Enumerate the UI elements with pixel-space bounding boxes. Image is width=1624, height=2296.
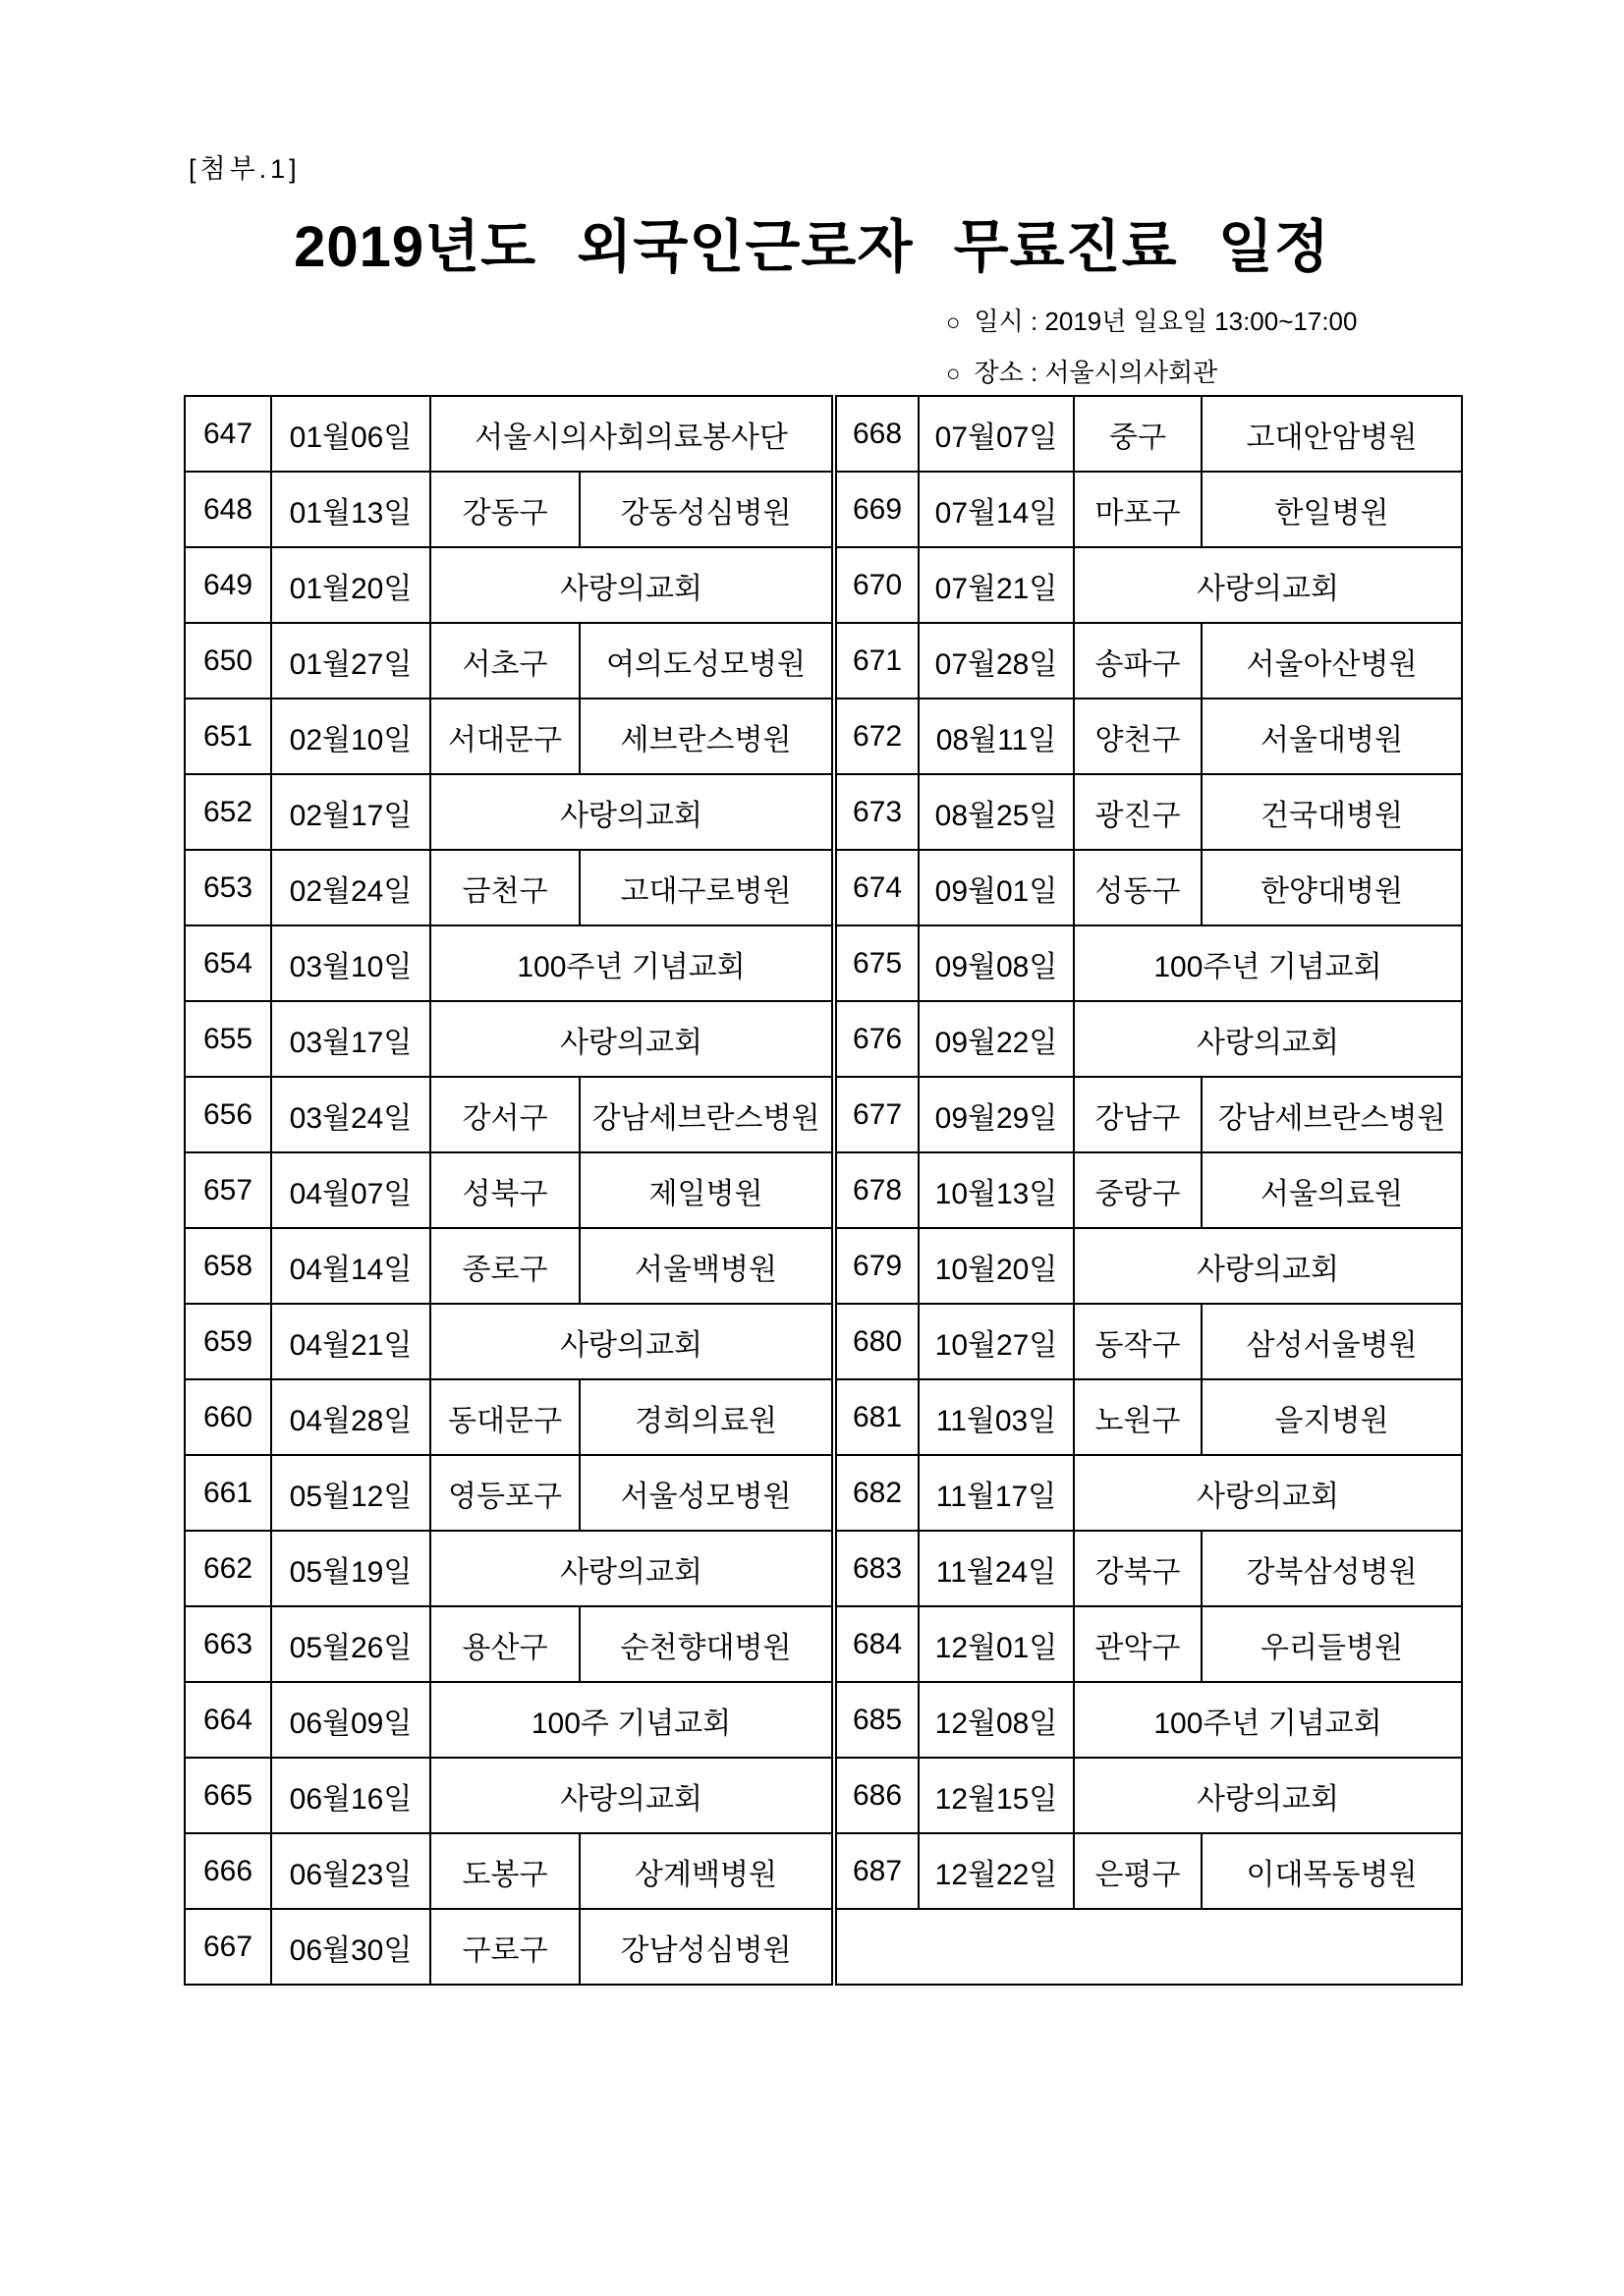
info-line-location	[946, 348, 1357, 399]
venue-cell: 사랑의교회	[1074, 547, 1462, 623]
schedule-row	[836, 1455, 1462, 1531]
date-cell: 01월13일	[271, 472, 430, 547]
row-number-cell: 669	[836, 472, 919, 547]
row-number-cell: 671	[836, 623, 919, 699]
row-number-cell: 658	[185, 1228, 271, 1304]
schedule-row	[836, 850, 1462, 925]
date-cell: 01월06일	[271, 396, 430, 472]
venue-cell: 100주년 기념교회	[1074, 925, 1462, 1001]
row-number-cell: 666	[185, 1833, 271, 1909]
district-cell: 마포구	[1074, 472, 1202, 547]
schedule-row	[185, 1531, 832, 1606]
district-cell: 강남구	[1074, 1077, 1202, 1152]
date-cell: 07월28일	[919, 623, 1074, 699]
row-number-cell: 682	[836, 1455, 919, 1531]
hospital-cell: 강동성심병원	[580, 472, 832, 547]
hospital-cell: 강남세브란스병원	[1202, 1077, 1462, 1152]
row-number-cell: 687	[836, 1833, 919, 1909]
row-number-cell: 651	[185, 699, 271, 774]
row-number-cell: 678	[836, 1152, 919, 1228]
row-number-cell: 685	[836, 1682, 919, 1758]
schedule-row	[185, 774, 832, 850]
hospital-cell: 상계백병원	[580, 1833, 832, 1909]
hospital-cell: 서울대병원	[1202, 699, 1462, 774]
district-cell: 성북구	[430, 1152, 580, 1228]
schedule-row	[185, 547, 832, 623]
schedule-row	[836, 472, 1462, 547]
date-cell: 05월26일	[271, 1606, 430, 1682]
schedule-row	[185, 1455, 832, 1531]
date-cell: 08월25일	[919, 774, 1074, 850]
district-cell: 성동구	[1074, 850, 1202, 925]
hospital-cell: 우리들병원	[1202, 1606, 1462, 1682]
row-number-cell: 649	[185, 547, 271, 623]
district-cell: 종로구	[430, 1228, 580, 1304]
row-number-cell: 656	[185, 1077, 271, 1152]
hospital-cell: 강남성심병원	[580, 1909, 832, 1985]
district-cell: 중구	[1074, 396, 1202, 472]
schedule-table-left	[184, 395, 833, 1986]
row-number-cell: 657	[185, 1152, 271, 1228]
schedule-row	[185, 1077, 832, 1152]
hospital-cell: 고대구로병원	[580, 850, 832, 925]
row-number-cell: 668	[836, 396, 919, 472]
district-cell: 은평구	[1074, 1833, 1202, 1909]
date-cell: 03월24일	[271, 1077, 430, 1152]
date-cell: 04월14일	[271, 1228, 430, 1304]
date-cell: 02월10일	[271, 699, 430, 774]
district-cell: 강서구	[430, 1077, 580, 1152]
date-cell: 06월23일	[271, 1833, 430, 1909]
date-cell: 12월22일	[919, 1833, 1074, 1909]
hospital-cell: 고대안암병원	[1202, 396, 1462, 472]
date-cell: 02월24일	[271, 850, 430, 925]
schedule-row	[836, 1304, 1462, 1379]
hospital-cell: 서울의료원	[1202, 1152, 1462, 1228]
venue-cell: 서울시의사회의료봉사단	[430, 396, 832, 472]
district-cell: 송파구	[1074, 623, 1202, 699]
row-number-cell: 647	[185, 396, 271, 472]
venue-cell: 사랑의교회	[1074, 1001, 1462, 1077]
date-cell: 04월21일	[271, 1304, 430, 1379]
schedule-row	[836, 1228, 1462, 1304]
schedule-row	[185, 1909, 832, 1985]
hospital-cell: 제일병원	[580, 1152, 832, 1228]
row-number-cell: 654	[185, 925, 271, 1001]
date-cell: 12월15일	[919, 1758, 1074, 1833]
date-cell: 09월29일	[919, 1077, 1074, 1152]
row-number-cell: 675	[836, 925, 919, 1001]
row-number-cell: 686	[836, 1758, 919, 1833]
row-number-cell: 677	[836, 1077, 919, 1152]
hospital-cell: 서울성모병원	[580, 1455, 832, 1531]
date-cell: 04월28일	[271, 1379, 430, 1455]
schedule-row	[836, 1152, 1462, 1228]
info-line-datetime	[946, 297, 1357, 348]
date-cell: 11월03일	[919, 1379, 1074, 1455]
row-number-cell: 665	[185, 1758, 271, 1833]
venue-cell: 100주 기념교회	[430, 1682, 832, 1758]
schedule-row	[836, 925, 1462, 1001]
row-number-cell: 670	[836, 547, 919, 623]
hospital-cell: 건국대병원	[1202, 774, 1462, 850]
hospital-cell: 서울백병원	[580, 1228, 832, 1304]
date-cell: 12월01일	[919, 1606, 1074, 1682]
district-cell: 양천구	[1074, 699, 1202, 774]
date-cell: 03월10일	[271, 925, 430, 1001]
date-cell: 11월24일	[919, 1531, 1074, 1606]
hospital-cell: 여의도성모병원	[580, 623, 832, 699]
date-cell: 09월01일	[919, 850, 1074, 925]
row-number-cell: 676	[836, 1001, 919, 1077]
date-cell: 07월07일	[919, 396, 1074, 472]
date-cell: 12월08일	[919, 1682, 1074, 1758]
hospital-cell: 강북삼성병원	[1202, 1531, 1462, 1606]
district-cell: 노원구	[1074, 1379, 1202, 1455]
district-cell: 영등포구	[430, 1455, 580, 1531]
district-cell: 금천구	[430, 850, 580, 925]
schedule-table-right	[835, 395, 1463, 1986]
hospital-cell: 한일병원	[1202, 472, 1462, 547]
district-cell: 구로구	[430, 1909, 580, 1985]
schedule-row	[185, 1152, 832, 1228]
empty-cell	[836, 1909, 1462, 1985]
info-location-text: 장소 : 서울시의사회관	[974, 358, 1218, 387]
venue-cell: 사랑의교회	[430, 1001, 832, 1077]
schedule-row	[836, 774, 1462, 850]
district-cell: 동대문구	[430, 1379, 580, 1455]
date-cell: 05월19일	[271, 1531, 430, 1606]
row-number-cell: 664	[185, 1682, 271, 1758]
row-number-cell: 673	[836, 774, 919, 850]
hospital-cell: 을지병원	[1202, 1379, 1462, 1455]
schedule-row	[836, 1682, 1462, 1758]
district-cell: 도봉구	[430, 1833, 580, 1909]
schedule-row	[185, 850, 832, 925]
venue-cell: 100주년 기념교회	[430, 925, 832, 1001]
district-cell: 서초구	[430, 623, 580, 699]
venue-cell: 사랑의교회	[430, 1304, 832, 1379]
date-cell: 06월30일	[271, 1909, 430, 1985]
row-number-cell: 648	[185, 472, 271, 547]
row-number-cell: 674	[836, 850, 919, 925]
info-datetime-text: 일시 : 2019년 일요일 13:00~17:00	[974, 307, 1358, 336]
date-cell: 01월27일	[271, 623, 430, 699]
date-cell: 04월07일	[271, 1152, 430, 1228]
circle-bullet-icon: ○	[946, 309, 961, 336]
date-cell: 09월08일	[919, 925, 1074, 1001]
row-number-cell: 653	[185, 850, 271, 925]
venue-cell: 100주년 기념교회	[1074, 1682, 1462, 1758]
row-number-cell: 684	[836, 1606, 919, 1682]
row-number-cell: 655	[185, 1001, 271, 1077]
district-cell: 광진구	[1074, 774, 1202, 850]
district-cell: 서대문구	[430, 699, 580, 774]
schedule-row	[185, 699, 832, 774]
schedule-row	[836, 1001, 1462, 1077]
date-cell: 07월14일	[919, 472, 1074, 547]
row-number-cell: 679	[836, 1228, 919, 1304]
row-number-cell: 660	[185, 1379, 271, 1455]
row-number-cell: 680	[836, 1304, 919, 1379]
date-cell: 02월17일	[271, 774, 430, 850]
schedule-tables	[184, 395, 1461, 1984]
hospital-cell: 순천향대병원	[580, 1606, 832, 1682]
schedule-row	[836, 699, 1462, 774]
date-cell: 06월09일	[271, 1682, 430, 1758]
district-cell: 동작구	[1074, 1304, 1202, 1379]
schedule-row	[185, 1758, 832, 1833]
schedule-row	[185, 396, 832, 472]
row-number-cell: 661	[185, 1455, 271, 1531]
schedule-row	[836, 1758, 1462, 1833]
venue-cell: 사랑의교회	[430, 774, 832, 850]
row-number-cell: 662	[185, 1531, 271, 1606]
row-number-cell: 683	[836, 1531, 919, 1606]
schedule-row	[836, 1379, 1462, 1455]
schedule-row	[836, 547, 1462, 623]
circle-bullet-icon: ○	[946, 361, 961, 387]
row-number-cell: 667	[185, 1909, 271, 1985]
date-cell: 05월12일	[271, 1455, 430, 1531]
date-cell: 07월21일	[919, 547, 1074, 623]
venue-cell: 사랑의교회	[430, 547, 832, 623]
page-title: 2019년도 외국인근로자 무료진료 일정	[294, 215, 1330, 279]
venue-cell: 사랑의교회	[430, 1531, 832, 1606]
schedule-row	[836, 1909, 1462, 1985]
schedule-row	[185, 472, 832, 547]
district-cell: 강동구	[430, 472, 580, 547]
schedule-row	[836, 623, 1462, 699]
date-cell: 10월27일	[919, 1304, 1074, 1379]
schedule-row	[185, 1833, 832, 1909]
schedule-row	[836, 1077, 1462, 1152]
schedule-row	[185, 925, 832, 1001]
date-cell: 11월17일	[919, 1455, 1074, 1531]
district-cell: 강북구	[1074, 1531, 1202, 1606]
schedule-row	[836, 1833, 1462, 1909]
schedule-row	[185, 1001, 832, 1077]
venue-cell: 사랑의교회	[430, 1758, 832, 1833]
hospital-cell: 세브란스병원	[580, 699, 832, 774]
date-cell: 10월13일	[919, 1152, 1074, 1228]
hospital-cell: 경희의료원	[580, 1379, 832, 1455]
venue-cell: 사랑의교회	[1074, 1228, 1462, 1304]
schedule-row	[185, 1606, 832, 1682]
date-cell: 09월22일	[919, 1001, 1074, 1077]
row-number-cell: 652	[185, 774, 271, 850]
row-number-cell: 672	[836, 699, 919, 774]
row-number-cell: 681	[836, 1379, 919, 1455]
attachment-label: [첨부.1]	[189, 154, 301, 184]
date-cell: 10월20일	[919, 1228, 1074, 1304]
date-cell: 08월11일	[919, 699, 1074, 774]
district-cell: 중랑구	[1074, 1152, 1202, 1228]
date-cell: 06월16일	[271, 1758, 430, 1833]
district-cell: 용산구	[430, 1606, 580, 1682]
row-number-cell: 650	[185, 623, 271, 699]
hospital-cell: 이대목동병원	[1202, 1833, 1462, 1909]
schedule-row	[185, 1228, 832, 1304]
schedule-row	[836, 1531, 1462, 1606]
row-number-cell: 663	[185, 1606, 271, 1682]
schedule-row	[185, 1304, 832, 1379]
info-block	[946, 297, 1357, 399]
hospital-cell: 한양대병원	[1202, 850, 1462, 925]
hospital-cell: 강남세브란스병원	[580, 1077, 832, 1152]
hospital-cell: 서울아산병원	[1202, 623, 1462, 699]
schedule-row	[185, 1379, 832, 1455]
schedule-row	[185, 623, 832, 699]
date-cell: 01월20일	[271, 547, 430, 623]
district-cell: 관악구	[1074, 1606, 1202, 1682]
row-number-cell: 659	[185, 1304, 271, 1379]
schedule-row	[836, 396, 1462, 472]
venue-cell: 사랑의교회	[1074, 1758, 1462, 1833]
hospital-cell: 삼성서울병원	[1202, 1304, 1462, 1379]
schedule-row	[836, 1606, 1462, 1682]
date-cell: 03월17일	[271, 1001, 430, 1077]
venue-cell: 사랑의교회	[1074, 1455, 1462, 1531]
schedule-row	[185, 1682, 832, 1758]
